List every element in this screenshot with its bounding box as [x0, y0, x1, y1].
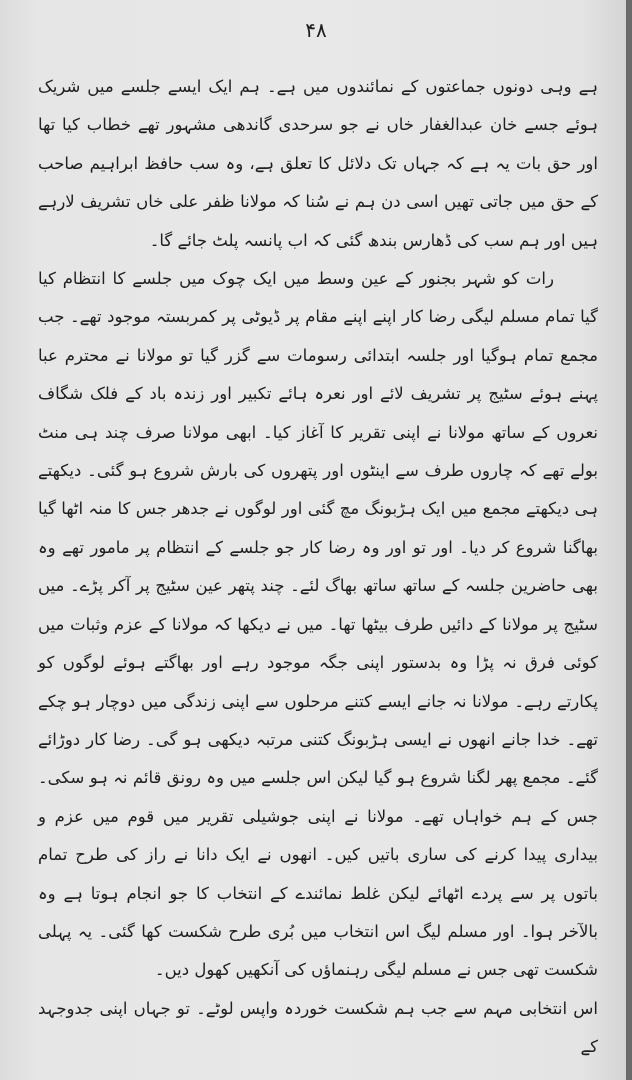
paragraph-2: رات کو شہر بجنور کے عین وسط میں ایک چوک میں جلسے کا انتظام کیا گیا تمام مسلم لیگی رضا کار اپنے اپنے مقام پر ڈیوٹی پر کمربستہ موجود تھے۔ جب مجمع تمام ہوگیا اور جلسہ ابتدائی رسومات سے گزر گیا تو مولانا نے محترم عبا پہنے ہوئے سٹیج پر تشریف لائے اور نعرہ ہائے تکبیر اور زندہ باد کے فلک شگاف نعروں کے ساتھ مولانا نے اپنی تقریر کا آغاز کیا۔ ابھی مولانا صرف چند ہی منٹ بولے تھے کہ چاروں طرف سے اینٹوں اور پتھروں کی بارش شروع ہو گئی۔ دیکھتے ہی دیکھتے مجمع میں ایک ہڑبونگ مچ گئی اور لوگوں نے جدھر جس کا منہ اٹھا گیا بھاگنا شروع کر دیا۔ اور تو اور وہ رضا کار جو جلسے کے انتظام پر مامور تھے وہ بھی حاضرین جلسہ کے ساتھ ساتھ بھاگ لئے۔ چند پتھر عین سٹیج پر آکر پڑے۔ میں سٹیج پر مولانا کے دائیں طرف بیٹھا تھا۔ میں نے دیکھا کہ مولانا کے عزم وثبات میں کوئی فرق نہ پڑا وہ بدستور اپنی جگہ موجود رہے اور بھاگتے ہوئے لوگوں کو پکارتے رہے۔ مولانا نہ جانے ایسے کتنے مرحلوں سے اپنی زندگی میں دوچار ہو چکے تھے۔ خدا جانے انھوں نے ایسی ہڑبونگ کتنی مرتبہ دیکھی ہو گی۔ رضا کار دوڑائے گئے۔ مجمع پھر لگنا شروع ہو گیا لیکن اس جلسے میں وہ رونق قائم نہ ہو سکی۔ جس کے ہم خواہاں تھے۔ مولانا نے اپنی جوشیلی تقریر میں قوم میں عزم و بیداری پیدا کرنے کی ساری باتیں کیں۔ انھوں نے ایک دانا نے راز کی طرح تمام باتوں پر سے پردے اٹھائے لیکن غلط نمائندے کے انتخاب کا جو انجام ہوتا ہے وہ بالآخر ہوا۔ اور مسلم لیگ اس انتخاب میں بُری طرح شکست کھا گئی۔ یہ پہلی شکست تھی جس نے مسلم لیگی رہنماؤں کی آنکھیں کھول دیں۔ — [38, 269, 598, 980]
page-edge — [626, 0, 632, 1080]
page-number: ۴۸ — [305, 18, 327, 42]
paragraph-1: ہے وہی دونوں جماعتوں کے نمائندوں میں ہے۔ ہم ایک ایسے جلسے میں شریک ہوئے جسے خان عبدالغفار خاں نے جو سرحدی گاندھی مشہور تھے خطاب کیا تھا اور حق بات یہ ہے کہ جہاں تک دلائل کا تعلق ہے، وہ سب حافظ ابراہیم صاحب کے حق میں جاتی تھیں اسی دن ہم نے سُنا کہ مولانا ظفر علی خاں تشریف لارہے ہیں اور ہم سب کی ڈھارس بندھ گئی کہ اب پانسہ پلٹ جائے گا۔ — [38, 77, 598, 250]
paragraph-3: اس انتخابی مہم سے جب ہم شکست خوردہ واپس لوٹے۔ تو جہاں اپنی جدوجہد کے — [38, 998, 598, 1057]
body-text — [38, 68, 598, 1067]
